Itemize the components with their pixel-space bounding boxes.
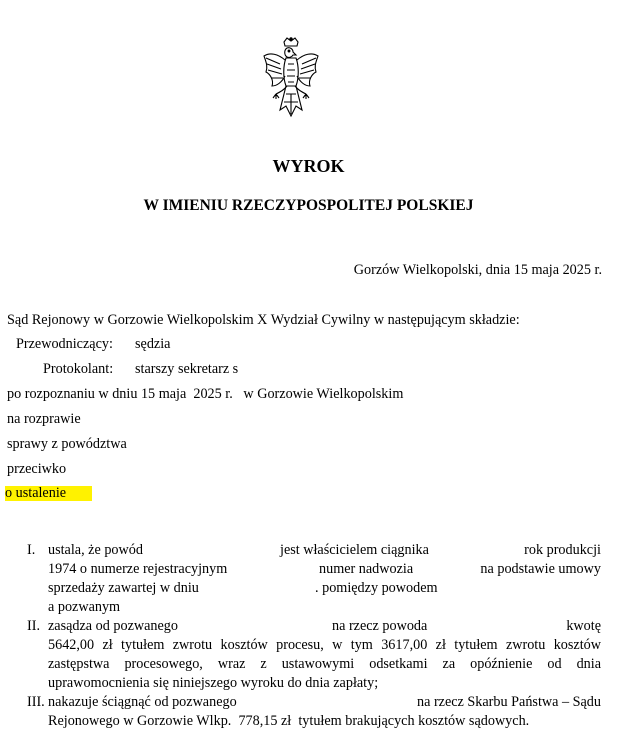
- item-text: rok produkcji: [524, 542, 601, 558]
- item-text: na podstawie umowy: [480, 561, 601, 577]
- item-text: jest właścicielem ciągnika: [280, 542, 429, 558]
- item-text: a pozwanym: [48, 599, 121, 615]
- item-number: II.: [27, 618, 40, 634]
- item-number: III.: [27, 694, 45, 710]
- claim-subject: o ustalenie: [5, 486, 92, 501]
- item-text: na rzecz Skarbu Państwa – Sądu: [417, 694, 601, 710]
- ruling-item-3: [48, 693, 601, 731]
- item-text: na rzecz powoda: [332, 618, 428, 634]
- ruling-item-2: [48, 617, 601, 693]
- polish-eagle-emblem-icon: [262, 36, 320, 120]
- clerk-value: starszy sekretarz s: [135, 361, 239, 377]
- item-text: kwotę: [566, 618, 601, 634]
- item-text: . pomiędzy powodem: [315, 580, 438, 596]
- ruling-item-1: [48, 541, 601, 617]
- item-text: 5642,00 zł tytułem zwrotu kosztów procesu, w tym 3617,00 zł tytułem zwrotu kosztów: [48, 637, 601, 653]
- against: przeciwko: [7, 461, 67, 477]
- item-text: sprzedaży zawartej w dniu: [48, 580, 199, 596]
- hearing-type: na rozprawie: [7, 411, 81, 427]
- chair-label: Przewodniczący:: [16, 336, 113, 352]
- chair-value: sędzia: [135, 336, 171, 352]
- document-subtitle: W IMIENIU RZECZYPOSPOLITEJ POLSKIEJ: [143, 197, 474, 214]
- item-text: uprawomocnienia się niniejszego wyroku do dnia zapłaty;: [48, 675, 379, 691]
- clerk-label: Protokolant:: [43, 361, 114, 377]
- item-text: nakazuje ściągnąć od pozwanego: [48, 694, 237, 710]
- document-title: WYROK: [272, 156, 345, 176]
- item-text: zastępstwa procesowego, wraz z ustawowymi odsetkami za opóźnienie od dnia: [48, 656, 601, 672]
- item-text: numer nadwozia: [319, 561, 414, 577]
- hearing-date-place: po rozpoznaniu w dniu 15 maja 2025 r. w Gorzowie Wielkopolskim: [7, 386, 404, 402]
- place-date: Gorzów Wielkopolski, dnia 15 maja 2025 r.: [353, 262, 602, 278]
- item-text: Rejonowego w Gorzowie Wlkp. 778,15 zł tytułem brakujących kosztów sądowych.: [48, 713, 530, 729]
- item-text: zasądza od pozwanego: [48, 618, 178, 634]
- item-text: ustala, że powód: [48, 542, 143, 558]
- claim-by: sprawy z powództwa: [7, 436, 127, 452]
- item-number: I.: [27, 542, 36, 558]
- item-text: 1974 o numerze rejestracyjnym: [48, 561, 228, 577]
- court-composition: Sąd Rejonowy w Gorzowie Wielkopolskim X Wydział Cywilny w następującym składzie:: [7, 312, 520, 328]
